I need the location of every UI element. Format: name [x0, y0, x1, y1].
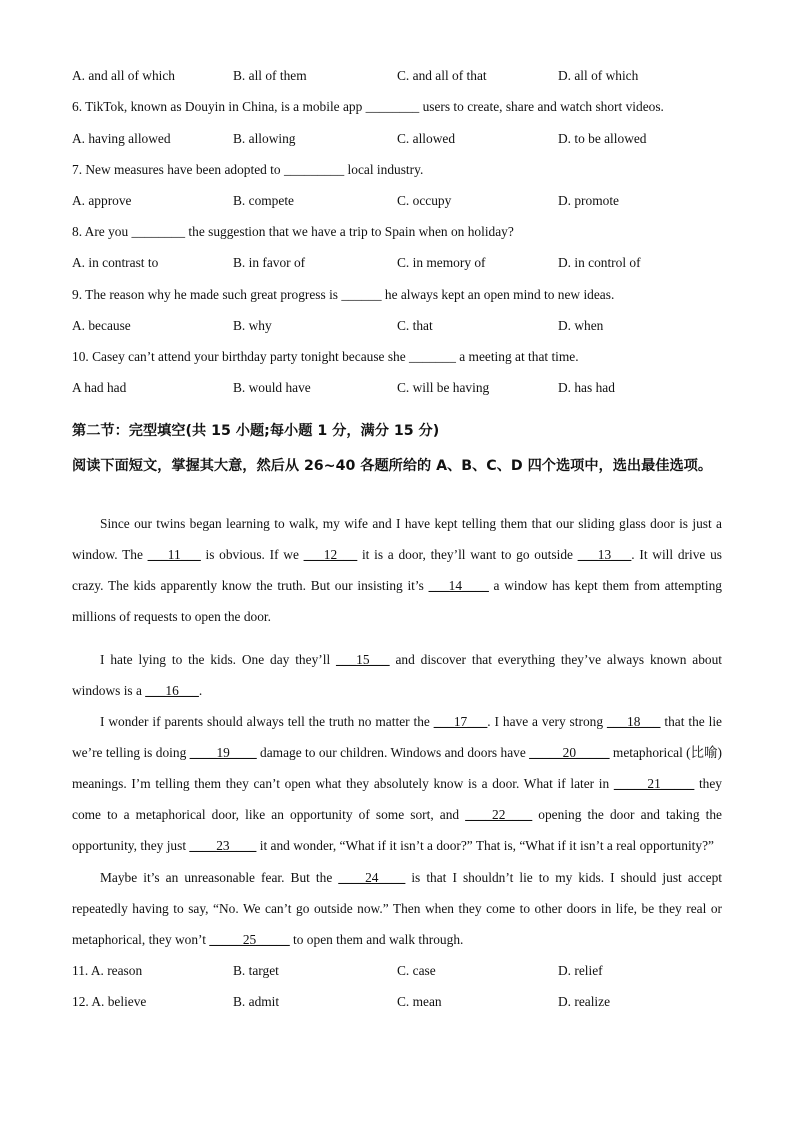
passage-text: it and wonder, “What if it isn’t a door?” That is, “What if it isn’t a real opportunity?”	[256, 838, 714, 853]
blank-24: ____24____	[338, 870, 406, 885]
q11-options	[72, 962, 722, 980]
option-a: A. approve	[72, 193, 132, 208]
passage-text: metaphorical (比喻) meanings. I’m telling them they can’t open what they absolutely know is a door. What if later in	[72, 745, 723, 791]
option-b: B. target	[233, 963, 279, 978]
q12-options	[72, 993, 722, 1011]
blank-21: _____21_____	[613, 776, 695, 791]
question-9-stem: 9. The reason why he made such great progress is ______ he always kept an open mind to new ideas.	[72, 287, 615, 302]
blank-11: ___11___	[147, 547, 201, 562]
option-a: A. in contrast to	[72, 255, 159, 270]
option-c: C. will be having	[397, 380, 490, 395]
q7-options	[72, 192, 722, 210]
option-c: C. in memory of	[397, 255, 486, 270]
option-d: D. relief	[558, 963, 603, 978]
passage-text: . It will drive us crazy. The kids apparently know the truth. But our insisting it’s	[72, 547, 722, 593]
passage-text: is obvious. If we	[200, 547, 304, 562]
passage-text: Maybe it’s an unreasonable fear. But the	[100, 870, 339, 885]
option-d: D. all of which	[558, 68, 639, 83]
question-7-stem: 7. New measures have been adopted to _________ local industry.	[72, 162, 424, 177]
passage-text: . I have a very strong	[487, 714, 607, 729]
blank-23: ____23____	[189, 838, 257, 853]
option-c: C. occupy	[397, 193, 452, 208]
option-d: D. to be allowed	[558, 131, 647, 146]
passage-text: .	[198, 683, 203, 698]
passage-paragraph-1	[72, 508, 722, 632]
question-8-stem: 8. Are you ________ the suggestion that we have a trip to Spain when on holiday?	[72, 224, 514, 239]
option-a: A. having allowed	[72, 131, 171, 146]
option-d: D. when	[558, 318, 604, 333]
blank-25: _____25_____	[209, 932, 290, 947]
blank-22: ____22____	[465, 807, 533, 822]
section-title: 第二节：完型填空(共 15 小题;每小题 1 分，满分 15 分)	[72, 423, 440, 439]
blank-16: ___16___	[145, 683, 199, 698]
option-a: 11. A. reason	[72, 963, 143, 978]
option-d: D. in control of	[558, 255, 641, 270]
option-c: C. that	[397, 318, 433, 333]
option-b: B. why	[233, 318, 272, 333]
option-b: B. would have	[233, 380, 311, 395]
option-b: B. all of them	[233, 68, 307, 83]
q8-options	[72, 254, 722, 272]
blank-15: ___15___	[336, 652, 390, 667]
option-d: D. realize	[558, 994, 611, 1009]
passage-text: opening the door and taking the opportunity, they just	[72, 807, 722, 853]
option-b: B. in favor of	[233, 255, 306, 270]
option-d: D. has had	[558, 380, 615, 395]
q9-options	[72, 317, 722, 335]
passage-text: is that I shouldn’t lie to my kids. I should just accept repeatedly having to say, “No. We can’t go outside now.” Then when they come to other doors in life, be they real or metaphorical, they won’t	[72, 870, 723, 947]
passage-text: it is a door, they’ll want to go outside	[357, 547, 578, 562]
passage-text: and discover that everything they’ve always known about windows is a	[72, 652, 723, 698]
question-10-stem: 10. Casey can’t attend your birthday party tonight because she _______ a meeting at that time.	[72, 349, 579, 364]
passage-paragraph-2	[72, 644, 722, 706]
passage-paragraph-4	[72, 862, 722, 955]
option-c: C. and all of that	[397, 68, 487, 83]
blank-19: ____19____	[189, 745, 257, 760]
passage-text: Since our twins began learning to walk, my wife and I have kept telling them that our sliding glass door is just a window. The	[72, 516, 722, 562]
passage-text: I wonder if parents should always tell the truth no matter the	[100, 714, 434, 729]
option-b: B. compete	[233, 193, 294, 208]
blank-12: ___12___	[303, 547, 358, 562]
option-b: B. allowing	[233, 131, 296, 146]
q5-options	[72, 67, 722, 85]
blank-14: ___14____	[428, 578, 489, 593]
option-d: D. promote	[558, 193, 619, 208]
passage-text: I hate lying to the kids. One day they’ll	[100, 652, 337, 667]
blank-20: _____20_____	[529, 745, 610, 760]
section-instruction: 阅读下面短文，掌握其大意，然后从 26~40 各题所给的 A、B、C、D 四个选项中，选出最佳选项。	[72, 458, 713, 474]
option-a: A. and all of which	[72, 68, 176, 83]
option-b: B. admit	[233, 994, 280, 1009]
blank-17: ___17___	[433, 714, 488, 729]
option-a: 12. A. believe	[72, 994, 147, 1009]
passage-text: a window has kept them from attempting millions of requests to open the door.	[72, 578, 722, 624]
option-c: C. allowed	[397, 131, 456, 146]
blank-18: ___18___	[606, 714, 661, 729]
passage-text: they come to a metaphorical door, like an opportunity of some sort, and	[72, 776, 723, 822]
option-c: C. mean	[397, 994, 442, 1009]
option-a: A had had	[72, 380, 127, 395]
passage-paragraph-3	[72, 706, 722, 861]
passage-text: that the lie we’re telling is doing	[72, 714, 722, 760]
option-c: C. case	[397, 963, 436, 978]
q10-options	[72, 379, 722, 397]
passage-text: damage to our children. Windows and doors have	[256, 745, 530, 760]
question-6-stem: 6. TikTok, known as Douyin in China, is a mobile app ________ users to create, share and watch short videos.	[72, 99, 664, 114]
blank-13: ___13___	[577, 547, 632, 562]
q6-options	[72, 130, 722, 148]
passage-text: to open them and walk through.	[289, 932, 464, 947]
option-a: A. because	[72, 318, 131, 333]
